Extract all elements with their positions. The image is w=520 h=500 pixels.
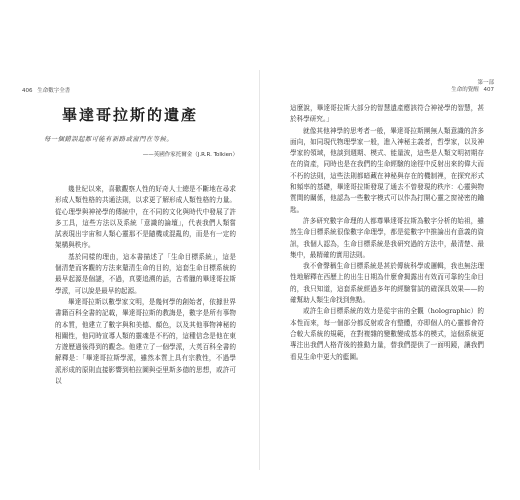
body-paragraph: 基於同樣的理由，這本書描述了「生命目標系統」，這是個清楚而客觀的方法來釐清生命的目的，這套生命目標系統的最早起源是個謎，不過，真要追溯的話，古希臘的畢達哥拉斯學派，可以說是最早的起源。 xyxy=(55,252,236,295)
right-running-head-chapter: 生命的覺醒 xyxy=(451,87,479,93)
right-page-body xyxy=(290,103,484,363)
body-paragraph: 幾世紀以來，喜歡觀察人性的好奇人士總是不斷地在尋求形成人類性格的共通法則，以求更了解形成人類性格的力量。從心理學與神祕學的傳統中，在不同的文化與時代中發展了許多工具，這些方法以及系統「意識的論壇」，代表我們人類嘗試表現出宇宙和人類心靈那不是隨機或混亂的，而是有一定的架構與秩序。 xyxy=(55,185,236,250)
left-running-header xyxy=(22,86,70,94)
right-running-header xyxy=(451,80,494,94)
left-page-number: 406 xyxy=(22,88,33,94)
body-paragraph: 我不會聲稱生命目標系統是甚於傳統科學或邏輯，我也無法理性地解釋在西歷上的出生日期為什麼會揭露出有效而可靠的生命目的，我只知道，這套系統經過多年的經驗嘗試的確深具效果——的確幫助人類生命找到焦點。 xyxy=(290,262,484,305)
epigraph-quote: 每一個錯誤起都可能有新路或窗門在等候。 xyxy=(44,136,174,143)
body-paragraph: 這麼說，畢達哥拉斯大部分的智慧遺產應該符合神祕學的智慧，甚於科學研究。」 xyxy=(290,104,484,124)
epigraph-attribution: ——英國作家托爾金（J.R.R. Tolkien） xyxy=(142,152,238,158)
page-gutter xyxy=(259,70,260,470)
right-running-head-part: 第一部 xyxy=(477,80,494,86)
right-page-number: 407 xyxy=(483,87,494,93)
left-page-body xyxy=(55,184,236,387)
chapter-title: 畢達哥拉斯的遺產 xyxy=(61,106,198,124)
body-paragraph: 或許生命目標系統的效力是從宇宙的全觀（holographic）的本性而來，每一個部分都反射或含有整體，亦即個人的心靈都會符合較大系統的規範，在對複雜的變數變成基本的模式，這個系統更專注出我們人格背後的推動力量，替我們提供了一面明鏡，讓我們看見生命中更大的藍圖。 xyxy=(290,307,484,361)
body-paragraph: 許多研究數字命理的人都尊畢達哥拉斯為數字分析的始祖，雖然生命目標系統很像數字命理學，都是從數字中推論出有意義的資訊，我個人認為，生命目標系統是我研究過的方法中，最清楚、最集中，最精確的實用法則。 xyxy=(290,216,484,259)
body-paragraph: 就像其他神學的思考者一般，畢達哥拉斯團無人類意識的許多面向，如同現代物理學家一般，進入神秘主義者，哲學家，以及神學家的領域，他談到週期、模式、能量波，這些是人類文明初期存在的資產，同時也是在我們的生命經驗的途徑中反射出來的偉大而不朽的法則，這些法則都暗藏在神秘與存在的機制裡，在探究形式和頻率的基礎，畢達哥拉斯發現了通去不曾發現的秩序：心靈與物質間的關係，他認為一些數字模式可以作為打開心靈之窗祕密的鑰匙。 xyxy=(290,126,484,214)
left-running-head: 生命數字全書 xyxy=(37,88,71,94)
body-paragraph: 畢達哥拉斯以數學家文明，是幾何學的創始者，依據世界書籍百科全書的記載，畢達哥拉斯的教誨是，數字是所有事物的本質，他建立了數字與和美德、顏色，以及其他事物神秘的相關性，他同時宣導人類的靈魂是不朽的，這種信念是他在東方遊歷過後得到的觀念。他建立了一個學派，大英百科全書的解釋是：「畢達哥拉斯學派，雖然本質上具有宗教性，不過學派形成的原則直接影響到柏拉圖與亞里斯多德的思想，或許可以 xyxy=(55,297,236,386)
